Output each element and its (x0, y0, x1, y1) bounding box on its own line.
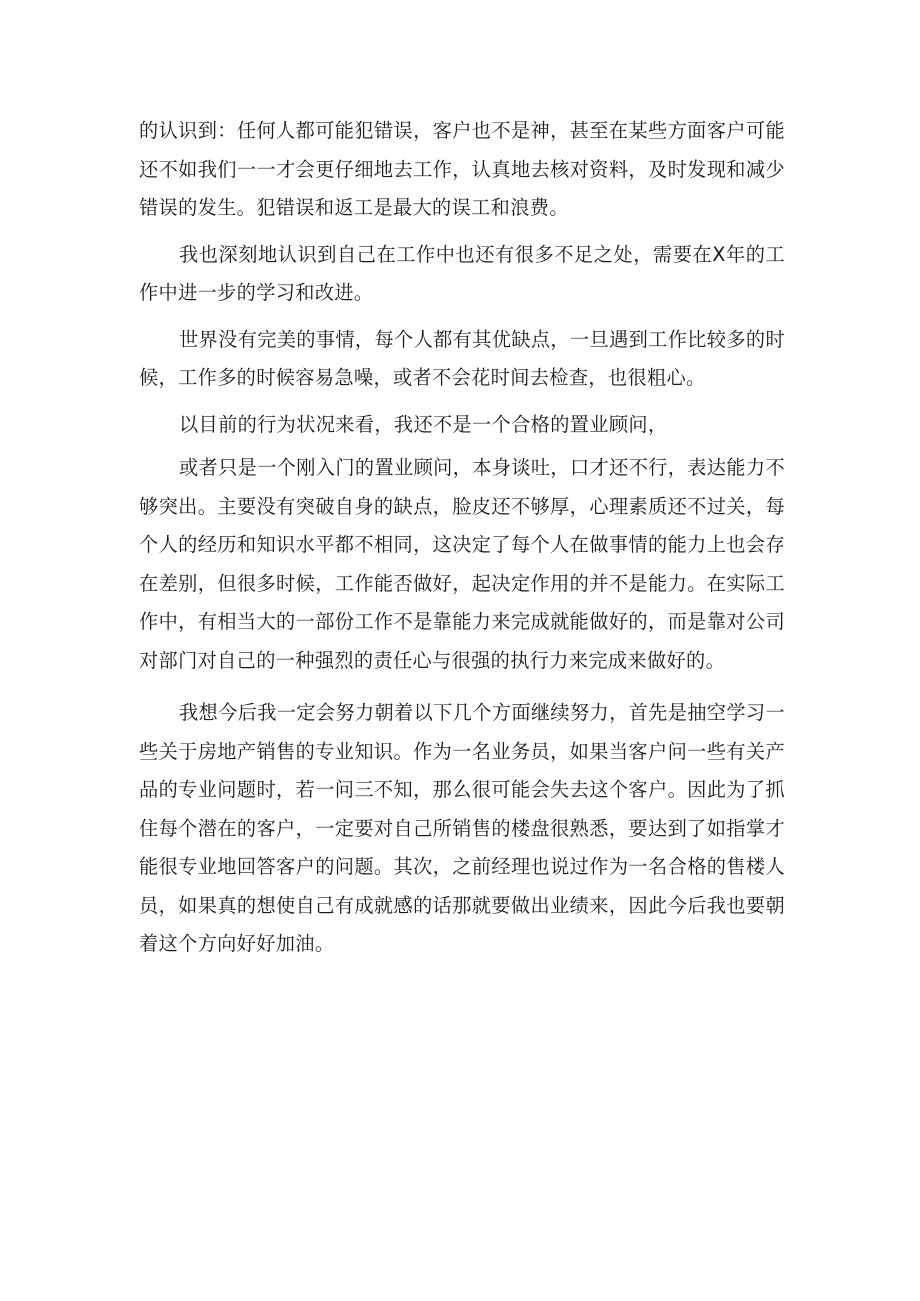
paragraph-4: 以目前的行为状况来看，我还不是一个合格的置业顾问， (179, 412, 668, 436)
paragraph-1: 的认识到：任何人都可能犯错误，客户也不是神，甚至在某些方面客户可能还不如我们一一才会更仔细地去工作，认真地去核对资料，及时发现和减少错误的发生。犯错误和返工是最大的误工和浪费。 (139, 119, 785, 219)
paragraph-6: 我想今后我一定会努力朝着以下几个方面继续努力，首先是抽空学习一些关于房地产销售的专业知识。作为一名业务员，如果当客户问一些有关产品的专业问题时，若一问三不知，那么很可能会失去这个客户。因此为了抓住每个潜在的客户，一定要对自己所销售的楼盘很熟悉，要达到了如指掌才能很专业地回答客户的问题。其次，之前经理也说过作为一名合格的售楼人员，如果真的想使自己有成就感的话那就要做出业绩来，因此今后我也要朝着这个方向好好加油。 (139, 701, 785, 955)
document-body (139, 112, 785, 972)
paragraph-3: 世界没有完美的事情，每个人都有其优缺点，一旦遇到工作比较多的时候，工作多的时候容易急噪，或者不会花时间去检查，也很粗心。 (139, 327, 785, 389)
paragraph-5: 或者只是一个刚入门的置业顾问，本身谈吐，口才还不行，表达能力不够突出。主要没有突破自身的缺点，脸皮还不够厚，心理素质还不过关，每个人的经历和知识水平都不相同，这决定了每个人在做事情的能力上也会存在差别，但很多时候，工作能否做好，起决定作用的并不是能力。在实际工作中，有相当大的一部份工作不是靠能力来完成就能做好的，而是靠对公司对部门对自己的一种强烈的责任心与很强的执行力来完成来做好的。 (139, 456, 785, 672)
paragraph-2: 我也深刻地认识到自己在工作中也还有很多不足之处，需要在X年的工作中进一步的学习和改进。 (139, 242, 785, 304)
